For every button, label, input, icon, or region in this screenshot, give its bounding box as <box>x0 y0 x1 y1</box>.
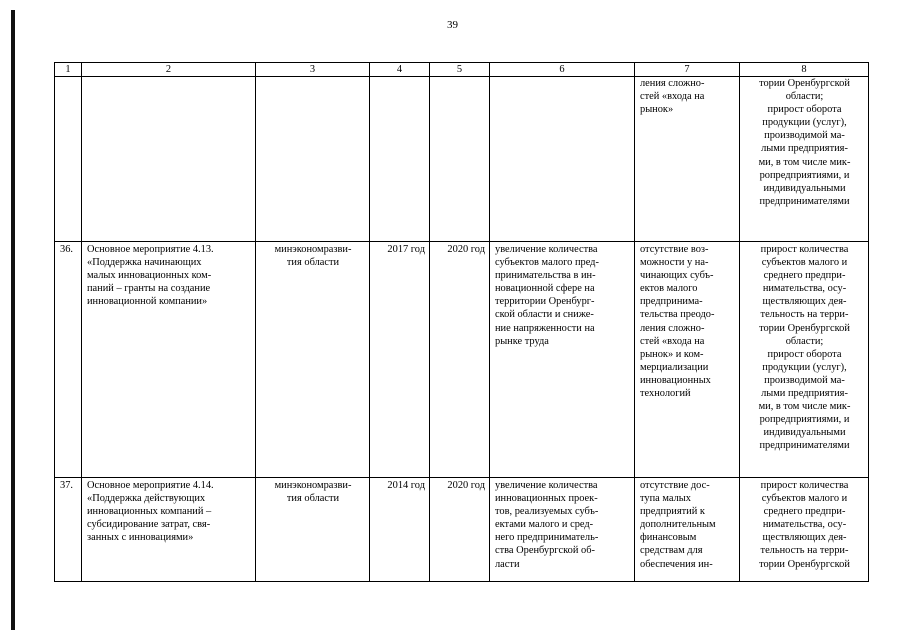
end-year-cell: 2020 год <box>430 478 490 582</box>
event-cell: Основное мероприятие 4.13. «Поддержка начинающих малых инновационных ком- паний – гранты на создание инновационной компании» <box>82 242 256 478</box>
table-header-row <box>55 63 869 77</box>
expected-result-cell <box>490 77 635 242</box>
page-edge-bar <box>11 10 15 630</box>
indicator-cell: прирост количества субъектов малого и среднего предпри- нимательства, осу- ществляющих дея- тельность на терри- тории Оренбургской <box>740 478 869 582</box>
risk-cell: ления сложно- стей «входа на рынок» <box>635 77 740 242</box>
column-header: 3 <box>256 63 370 77</box>
page-number: 39 <box>447 19 458 31</box>
executor-cell: минэкономразви- тия области <box>256 242 370 478</box>
table-row <box>55 242 869 478</box>
column-header: 8 <box>740 63 869 77</box>
start-year-cell: 2014 год <box>370 478 430 582</box>
column-header: 1 <box>55 63 82 77</box>
table-row <box>55 77 869 242</box>
executor-cell <box>256 77 370 242</box>
end-year-cell <box>430 77 490 242</box>
column-header: 2 <box>82 63 256 77</box>
expected-result-cell: увеличение количества субъектов малого пред- принимательства в ин- новационной сфере на территории Оренбург- ской области и сниже- ние напряженности на рынке труда <box>490 242 635 478</box>
row-number-cell: 36. <box>55 242 82 478</box>
risk-cell: отсутствие дос- тупа малых предприятий к дополнительным финансовым средствам для обеспечения ин- <box>635 478 740 582</box>
end-year-cell: 2020 год <box>430 242 490 478</box>
start-year-cell <box>370 77 430 242</box>
risk-cell: отсутствие воз- можности у на- чинающих субъ- ектов малого предпринима- тельства преодо- ления сложно- стей «входа на рынок» и ком- мерциализации инновационных технологий <box>635 242 740 478</box>
row-number-cell <box>55 77 82 242</box>
indicator-cell: тории Оренбургской области; прирост оборота продукции (услуг), производимой ма- лыми предприятия- ми, в том числе мик- ропредприятиями, и индивидуальными предпринимателями <box>740 77 869 242</box>
indicator-cell: прирост количества субъектов малого и среднего предпри- нимательства, осу- ществляющих дея- тельность на терри- тории Оренбургской области; прирост оборота продукции (услуг), производимой ма- лыми предприятия- ми, в том числе мик- ропредприятиями, и индивидуальными предпринимателями <box>740 242 869 478</box>
event-cell <box>82 77 256 242</box>
column-header: 6 <box>490 63 635 77</box>
expected-result-cell: увеличение количества инновационных проек- тов, реализуемых субъ- ектами малого и сред- него предприниматель- ства Оренбургской об- ласти <box>490 478 635 582</box>
column-header: 5 <box>430 63 490 77</box>
event-cell: Основное мероприятие 4.14. «Поддержка действующих инновационных компаний – субсидирование затрат, свя- занных с инновациями» <box>82 478 256 582</box>
program-events-table <box>54 62 869 582</box>
table-row <box>55 478 869 582</box>
column-header: 4 <box>370 63 430 77</box>
column-header: 7 <box>635 63 740 77</box>
row-number-cell: 37. <box>55 478 82 582</box>
start-year-cell: 2017 год <box>370 242 430 478</box>
executor-cell: минэкономразви- тия области <box>256 478 370 582</box>
